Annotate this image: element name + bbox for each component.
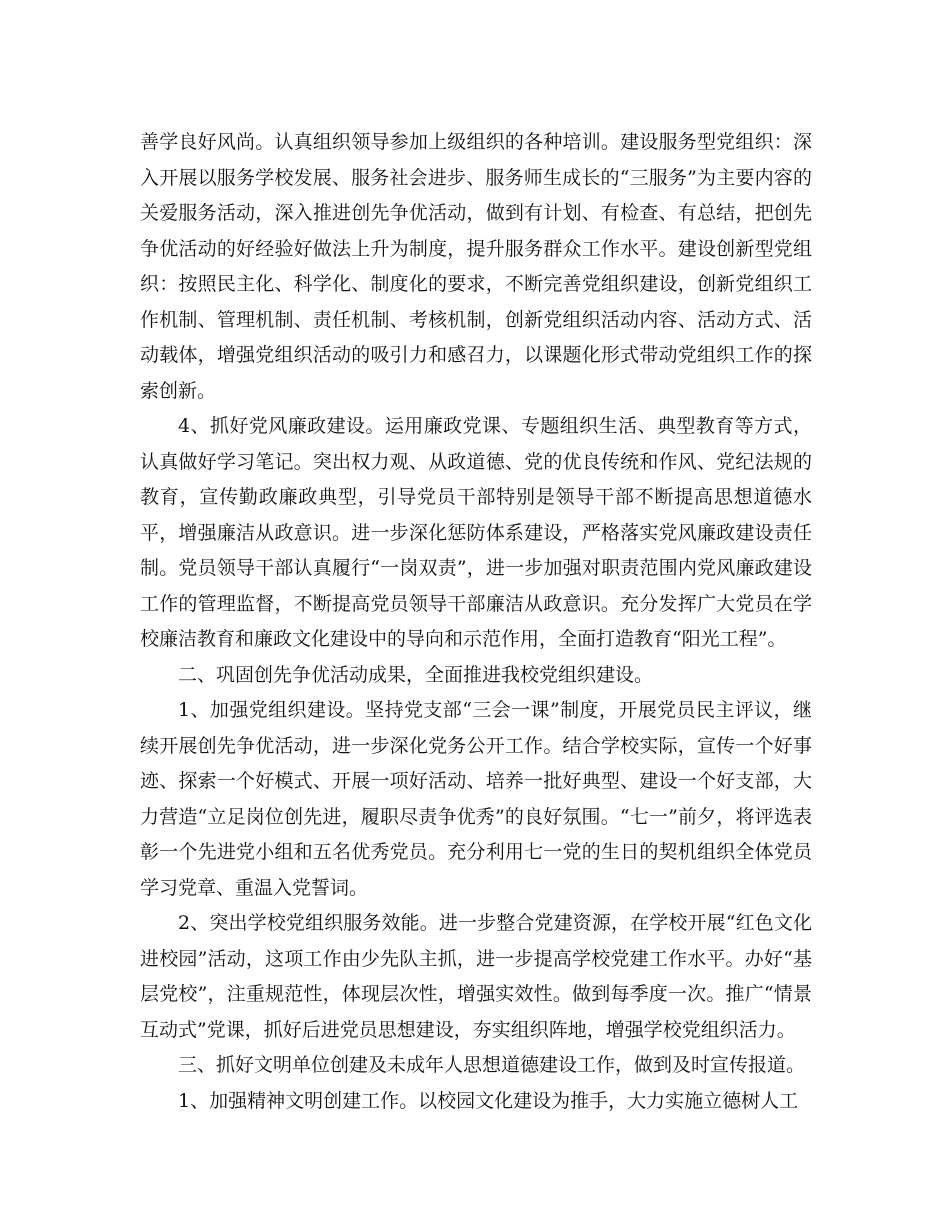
paragraph-7: 1、加强精神文明创建工作。以校园文化建设为推手，大力实施立德树人工 xyxy=(178,1089,799,1112)
paragraph-2: 4、抓好党风廉政建设。运用廉政党课、专题组织生活、典型教育等方式，认真做好学习笔记。突出权力观、从政道德、党的优良传统和作风、党纪法规的教育，宣传勤政廉政典型，引导党员干部特别是领导干部不断提高思想道德水平，增强廉洁从政意识。进一步深化惩防体系建设，严格落实党风廉政建设责任制。党员领导干部认真履行“一岗双责”，进一步加强对职责范围内党风廉政建设工作的管理监督，不断提高党员领导干部廉洁从政意识。充分发挥广大党员在学校廉洁教育和廉政文化建设中的导向和示范作用，全面打造教育“阳光工程”。 xyxy=(140,415,812,650)
document-page xyxy=(140,125,812,1119)
paragraph-3-section-heading: 二、巩固创先争优活动成果，全面推进我校党组织建设。 xyxy=(178,663,654,686)
paragraph-4: 1、加强党组织建设。坚持党支部“三会一课”制度，开展党员民主评议，继续开展创先争优活动，进一步深化党务公开工作。结合学校实际，宣传一个好事迹、探索一个好模式、开展一项好活动、培养一批好典型、建设一个好支部，大力营造“立足岗位创先进，履职尽责争优秀”的良好氛围。“七一”前夕，将评选表彰一个先进党小组和五名优秀党员。充分利用七一党的生日的契机组织全体党员学习党章、重温入党誓词。 xyxy=(140,699,812,899)
paragraph-1: 善学良好风尚。认真组织领导参加上级组织的各种培训。建设服务型党组织：深入开展以服务学校发展、服务社会进步、服务师生成长的“三服务”为主要内容的关爱服务活动，深入推进创先争优活动，做到有计划、有检查、有总结，把创先争优活动的好经验好做法上升为制度，提升服务群众工作水平。建设创新型党组织：按照民主化、科学化、制度化的要求，不断完善党组织建设，创新党组织工作机制、管理机制、责任机制、考核机制，创新党组织活动内容、活动方式、活动载体，增强党组织活动的吸引力和感召力，以课题化形式带动党组织工作的探索创新。 xyxy=(140,131,812,402)
paragraph-5: 2、突出学校党组织服务效能。进一步整合党建资源，在学校开展“红色文化进校园”活动，这项工作由少先队主抓，进一步提高学校党建工作水平。办好“基层党校”，注重规范性，体现层次性，增强实效性。做到每季度一次。推广“情景互动式”党课，抓好后进党员思想建设，夯实组织阵地，增强学校党组织活力。 xyxy=(140,912,812,1041)
paragraph-6-section-heading: 三、抓好文明单位创建及未成年人思想道德建设工作，做到及时宣传报道。 xyxy=(178,1054,806,1076)
